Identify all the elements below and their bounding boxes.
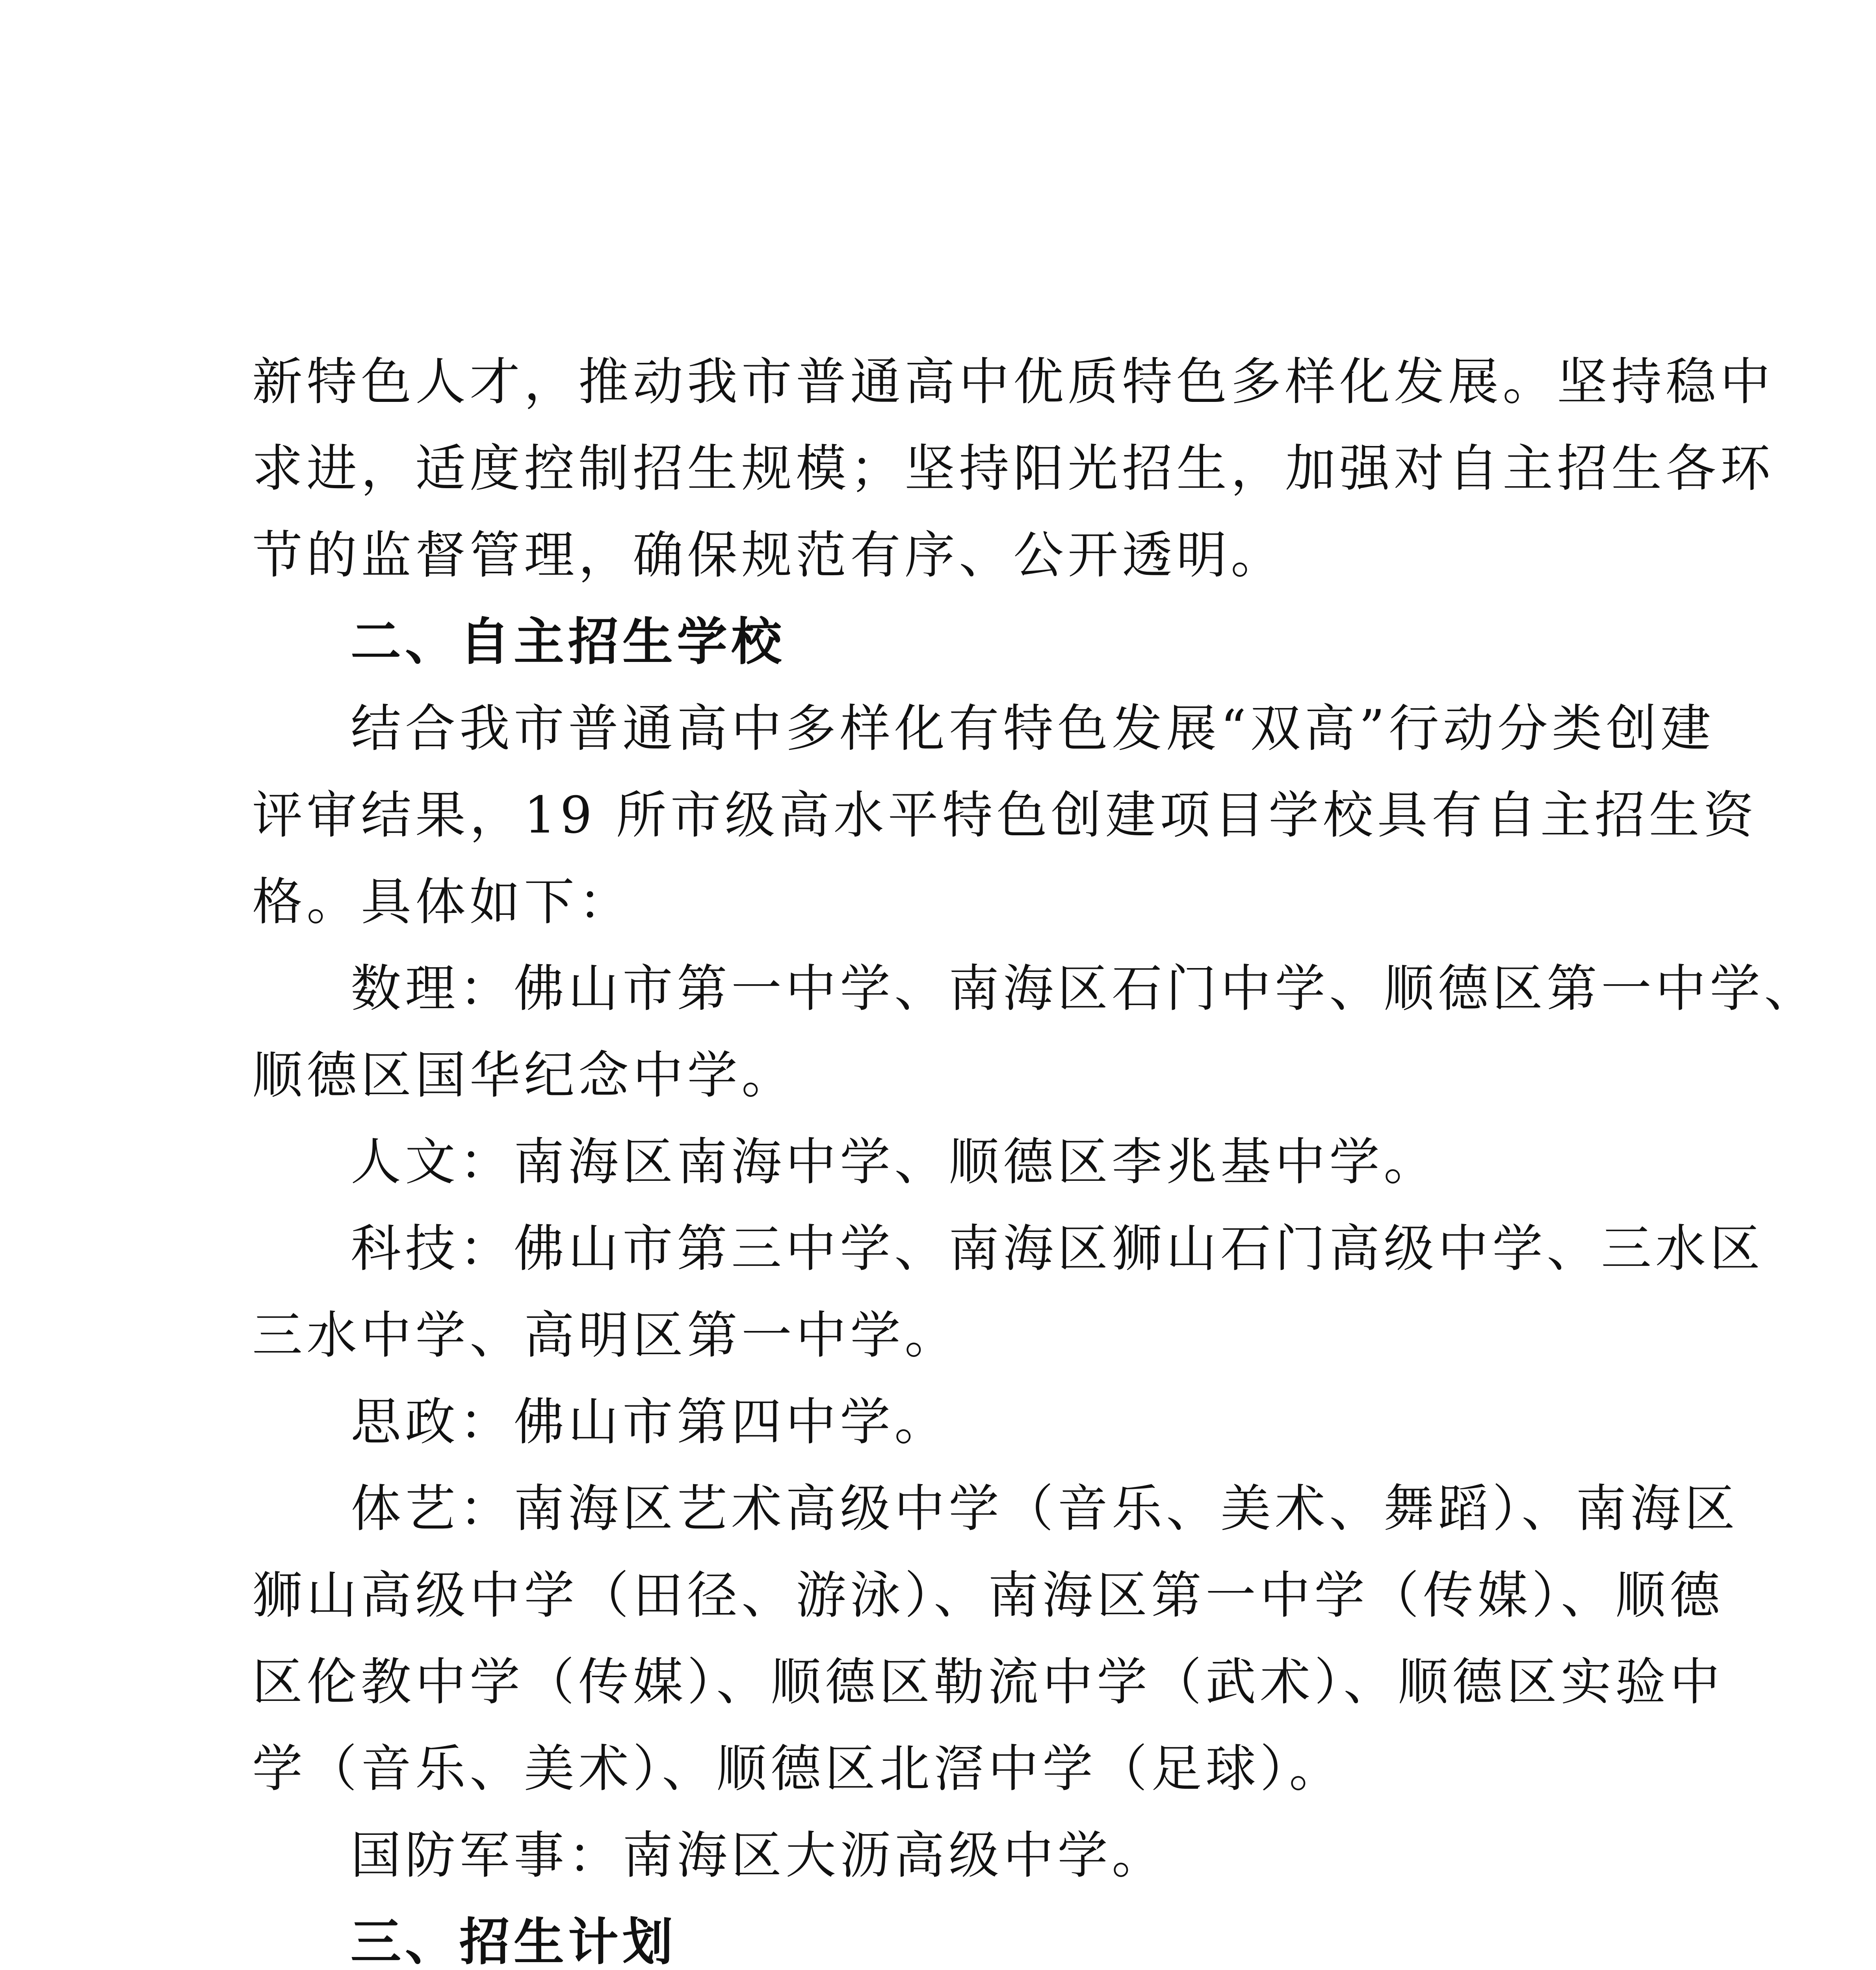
paragraph-line: 格。具体如下： — [252, 873, 633, 931]
paragraph-line: 求进，适度控制招生规模；坚持阳光招生，加强对自主招生各环 — [252, 439, 1775, 498]
paragraph-line: 顺德区国华纪念中学。 — [252, 1046, 796, 1105]
paragraph-line: 思政：佛山市第四中学。 — [351, 1393, 949, 1451]
paragraph-line: 人文：南海区南海中学、顺德区李兆基中学。 — [351, 1133, 1438, 1191]
paragraph-line: 三水中学、高明区第一中学。 — [252, 1306, 959, 1365]
paragraph-line: 节的监督管理，确保规范有序、公开透明。 — [252, 526, 1285, 585]
paragraph-line: 狮山高级中学（田径、游泳）、南海区第一中学（传媒）、顺德 — [252, 1566, 1724, 1625]
paragraph-line: 数理：佛山市第一中学、南海区石门中学、顺德区第一中学、 — [351, 959, 1819, 1018]
paragraph-line: 区伦教中学（传媒）、顺德区勒流中学（武术）、顺德区实验中 — [252, 1653, 1724, 1712]
section-heading: 二、自主招生学校 — [351, 613, 786, 671]
paragraph-line: 结合我市普通高中多样化有特色发展“双高”行动分类创建 — [351, 699, 1715, 758]
section-heading: 三、招生计划 — [351, 1913, 677, 1970]
paragraph-line: 新特色人才，推动我市普通高中优质特色多样化发展。坚持稳中 — [252, 353, 1775, 411]
paragraph-line: 评审结果，19 所市级高水平特色创建项目学校具有自主招生资 — [252, 786, 1758, 845]
paragraph-line: 体艺：南海区艺术高级中学（音乐、美术、舞蹈）、南海区 — [351, 1479, 1739, 1538]
paragraph-line: 科技：佛山市第三中学、南海区狮山石门高级中学、三水区 — [351, 1219, 1765, 1278]
paragraph-line: 学（音乐、美术）、顺德区北滘中学（足球）。 — [252, 1740, 1344, 1798]
paragraph-line: 国防军事：南海区大沥高级中学。 — [351, 1826, 1166, 1885]
